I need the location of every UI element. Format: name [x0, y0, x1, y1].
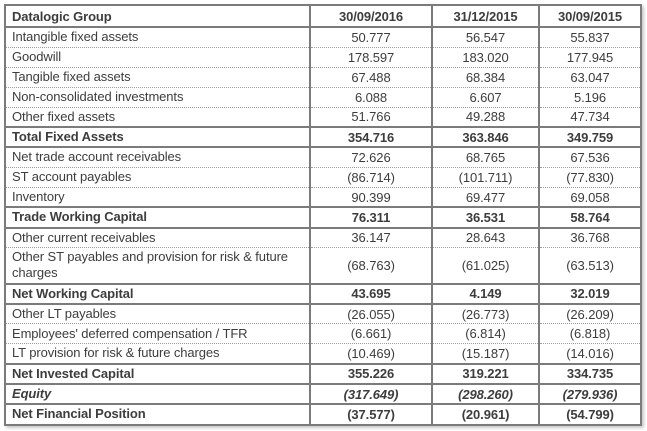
row-label: Net Invested Capital — [5, 364, 310, 384]
table-row — [5, 187, 641, 207]
value-cell: 6.088 — [310, 87, 432, 107]
table-row — [5, 304, 641, 324]
table-row — [5, 67, 641, 87]
row-label: Equity — [5, 384, 310, 404]
value-cell: (14.016) — [539, 344, 641, 364]
value-cell: 5.196 — [539, 87, 641, 107]
value-cell: 50.777 — [310, 27, 432, 47]
value-cell: (26.209) — [539, 304, 641, 324]
table-body — [5, 27, 641, 425]
value-cell: 63.047 — [539, 67, 641, 87]
column-header-period-2: 31/12/2015 — [432, 5, 539, 27]
value-cell: (86.714) — [310, 167, 432, 187]
table-row — [5, 47, 641, 67]
value-cell: (6.818) — [539, 324, 641, 344]
column-header-period-1: 30/09/2016 — [310, 5, 432, 27]
value-cell: 68.384 — [432, 67, 539, 87]
table-row — [5, 404, 641, 424]
value-cell: 58.764 — [539, 207, 641, 227]
row-label: Other fixed assets — [5, 107, 310, 127]
row-label: Intangible fixed assets — [12, 29, 139, 45]
value-cell: 47.734 — [539, 107, 641, 127]
table-row — [5, 87, 641, 107]
value-cell: 363.846 — [432, 127, 539, 147]
table-row — [5, 27, 641, 47]
row-label: Trade Working Capital — [5, 207, 310, 227]
table-row — [5, 107, 641, 127]
value-cell: 319.221 — [432, 364, 539, 384]
table-row — [5, 344, 641, 364]
value-cell: (15.187) — [432, 344, 539, 364]
value-cell: 334.735 — [539, 364, 641, 384]
value-cell: 56.547 — [432, 27, 539, 47]
value-cell: 36.768 — [539, 228, 641, 248]
value-cell: 72.626 — [310, 147, 432, 167]
row-label: Net Working Capital — [5, 284, 310, 304]
table-title: Datalogic Group — [5, 5, 310, 27]
value-cell: (26.055) — [310, 304, 432, 324]
value-cell: 36.147 — [310, 228, 432, 248]
column-header-period-3: 30/09/2015 — [539, 5, 641, 27]
value-cell: 28.643 — [432, 228, 539, 248]
value-cell: (54.799) — [539, 404, 641, 424]
value-cell: (37.577) — [310, 404, 432, 424]
row-label: Net Financial Position — [5, 404, 310, 424]
value-cell: 355.226 — [310, 364, 432, 384]
table-row — [5, 364, 641, 384]
row-label: Other current receivables — [12, 229, 156, 245]
row-label: Employees' deferred compensation / TFR — [5, 324, 310, 344]
value-cell: (298.260) — [432, 384, 539, 404]
value-cell: (6.661) — [310, 324, 432, 344]
value-cell: 90.399 — [310, 187, 432, 207]
value-cell: 32.019 — [539, 284, 641, 304]
value-cell: (68.763) — [310, 248, 432, 284]
value-cell: (26.773) — [432, 304, 539, 324]
row-label: ST account payables — [5, 167, 310, 187]
value-cell: 4.149 — [432, 284, 539, 304]
value-cell: 55.837 — [539, 27, 641, 47]
row-label: Non-consolidated investments — [5, 87, 310, 107]
table-row — [5, 248, 641, 284]
value-cell: 68.765 — [432, 147, 539, 167]
value-cell: 67.536 — [539, 147, 641, 167]
value-cell: 51.766 — [310, 107, 432, 127]
value-cell: 43.695 — [310, 284, 432, 304]
value-cell: 76.311 — [310, 207, 432, 227]
table-row — [5, 284, 641, 304]
value-cell: 6.607 — [432, 87, 539, 107]
value-cell: (279.936) — [539, 384, 641, 404]
row-label: LT provision for risk & future charges — [5, 344, 310, 364]
value-cell: (6.814) — [432, 324, 539, 344]
table-row — [5, 324, 641, 344]
value-cell: 36.531 — [432, 207, 539, 227]
row-label: Other LT payables — [12, 305, 117, 321]
value-cell: 183.020 — [432, 47, 539, 67]
value-cell: (317.649) — [310, 384, 432, 404]
header-row — [5, 5, 641, 27]
value-cell: 69.058 — [539, 187, 641, 207]
row-label: Net trade account receivables — [12, 149, 182, 165]
row-label: Tangible fixed assets — [5, 67, 310, 87]
value-cell: 177.945 — [539, 47, 641, 67]
value-cell: 178.597 — [310, 47, 432, 67]
table-row — [5, 167, 641, 187]
financial-table — [4, 4, 642, 426]
row-label: Other ST payables and provision for risk & future charges — [5, 248, 310, 284]
value-cell: 67.488 — [310, 67, 432, 87]
row-label: Inventory — [5, 187, 310, 207]
table-row — [5, 228, 641, 248]
row-label: Total Fixed Assets — [5, 127, 310, 147]
value-cell: 354.716 — [310, 127, 432, 147]
row-label: Goodwill — [5, 47, 310, 67]
value-cell: (77.830) — [539, 167, 641, 187]
value-cell: 349.759 — [539, 127, 641, 147]
table-row — [5, 147, 641, 167]
value-cell: (20.961) — [432, 404, 539, 424]
table-row — [5, 127, 641, 147]
table-row — [5, 384, 641, 404]
value-cell: (61.025) — [432, 248, 539, 284]
value-cell: (101.711) — [432, 167, 539, 187]
value-cell: 69.477 — [432, 187, 539, 207]
table-row — [5, 207, 641, 227]
value-cell: (63.513) — [539, 248, 641, 284]
value-cell: (10.469) — [310, 344, 432, 364]
value-cell: 49.288 — [432, 107, 539, 127]
